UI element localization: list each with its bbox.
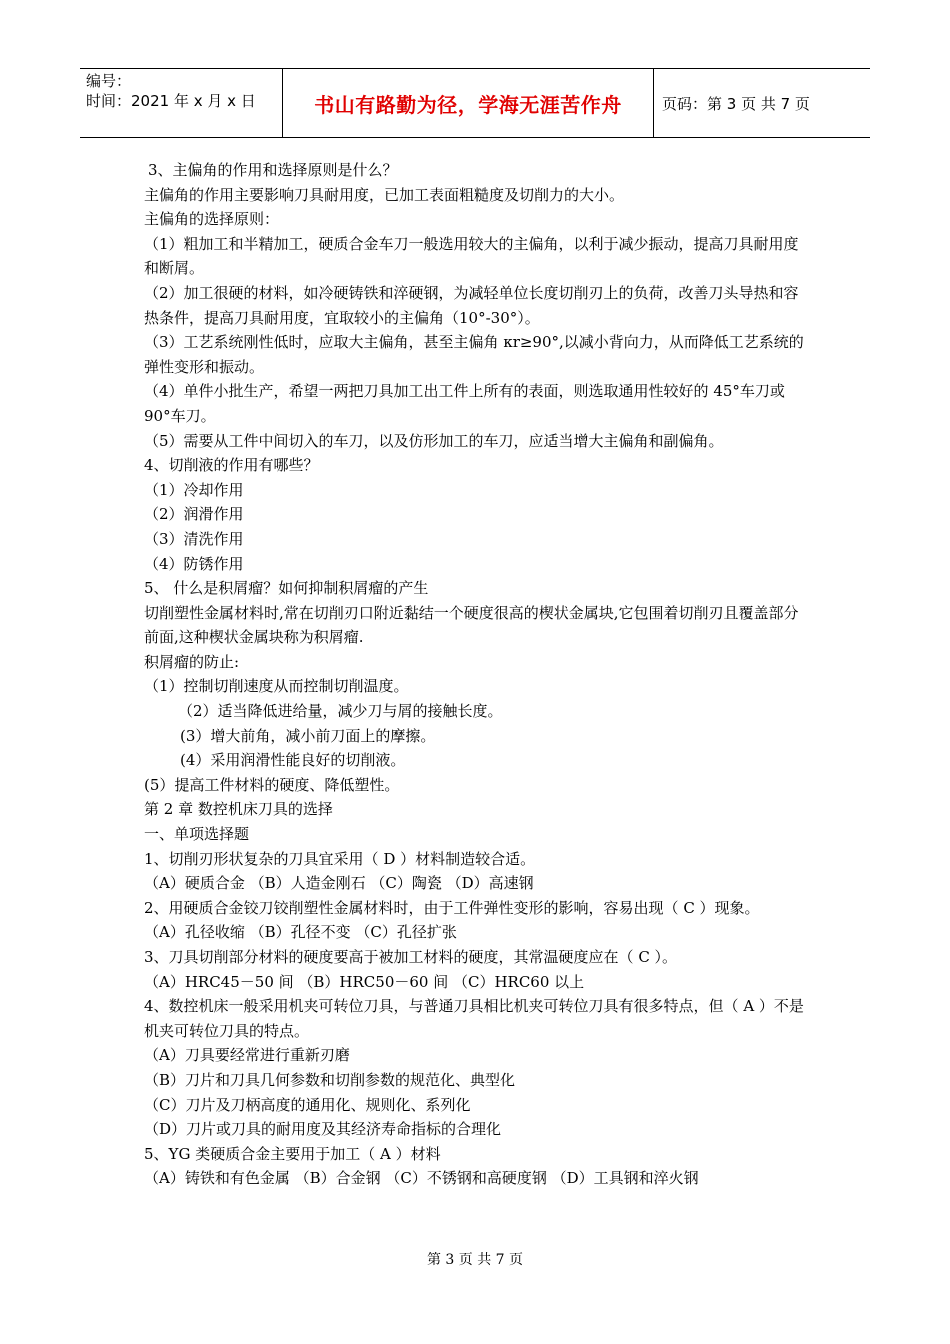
text-line: 5、YG 类硬质合金主要用于加工（ A ）材料: [144, 1144, 441, 1163]
text-line: (4）采用润滑性能良好的切削液。: [180, 751, 406, 770]
text-line: （1）控制切削速度从而控制切削温度。: [144, 677, 409, 696]
text-line: 1、切削刃形状复杂的刀具宜采用（ D ）材料制造较合适。: [144, 849, 536, 868]
text-line: （C）刀片及刀柄高度的通用化、规则化、系列化: [144, 1095, 471, 1114]
number-label: 编号：: [86, 72, 132, 90]
text-line: （5）需要从工件中间切入的车刀，以及仿形加工的车刀，应适当增大主偏角和副偏角。: [144, 431, 724, 450]
text-line: 4、切削液的作用有哪些？: [144, 456, 319, 475]
text-line: （2）适当降低进给量，减少刀与屑的接触长度。: [178, 702, 503, 721]
text-line: 5、 什么是积屑瘤？如何抑制积屑瘤的产生: [144, 579, 429, 598]
text-line: （A）孔径收缩 （B）孔径不变 （C）孔径扩张: [144, 923, 457, 942]
header-motto: 书山有路勤为径，学海无涯苦作舟: [282, 69, 654, 137]
text-line: 2、用硬质合金铰刀铰削塑性金属材料时，由于工件弹性变形的影响，容易出现（ C ）现象。: [144, 898, 760, 917]
text-line: 第 2 章 数控机床刀具的选择: [144, 800, 333, 819]
text-line: 一、单项选择题: [144, 825, 250, 844]
text-line: 3、刀具切削部分材料的硬度要高于被加工材料的硬度，其常温硬度应在（ C ）。: [144, 948, 678, 966]
document-body: [144, 158, 812, 1191]
text-line: (5）提高工件材料的硬度、降低塑性。: [144, 775, 400, 794]
text-line: （A）HRC45－50 间 （B）HRC50－60 间 （C）HRC60 以上: [144, 972, 585, 991]
text-line: （A）硬质合金 （B）人造金刚石 （C）陶瓷 （D）高速钢: [144, 874, 534, 893]
text-line: 4、数控机床一般采用机夹可转位刀具，与普通刀具相比机夹可转位刀具有很多特点，但（ A ）不是机夹可转位刀具的特点。: [144, 997, 804, 1040]
header-meta: [80, 69, 282, 137]
text-line: （1）粗加工和半精加工，硬质合金车刀一般选用较大的主偏角，以利于减少振动，提高刀具耐用度和断屑。: [144, 234, 799, 278]
text-line: 主偏角的作用主要影响刀具耐用度，已加工表面粗糙度及切削力的大小。: [144, 185, 625, 204]
text-line: （A）刀具要经常进行重新刃磨: [144, 1046, 350, 1065]
text-line: （3）清洗作用: [144, 529, 244, 548]
text-line: 积屑瘤的防止:: [144, 652, 240, 671]
text-line: 主偏角的选择原则：: [144, 210, 280, 229]
text-line: （4）防锈作用: [144, 554, 244, 573]
header-page-code: 页码：第 3 页 共 7 页: [662, 94, 810, 113]
text-line: （A）铸铁和有色金属 （B）合金钢 （C）不锈钢和高硬度钢 （D）工具钢和淬火钢: [144, 1169, 699, 1188]
text-line: 3、主偏角的作用和选择原则是什么？: [148, 161, 398, 179]
text-line: (3）增大前角，减小前刀面上的摩擦。: [180, 726, 436, 745]
text-line: （2）润滑作用: [144, 505, 244, 524]
page-footer: 第 3 页 共 7 页: [426, 1252, 524, 1268]
text-line: 切削塑性金属材料时,常在切削刃口附近黏结一个硬度很高的楔状金属块,它包围着切削刃且覆盖部分前面,这种楔状金属块称为积屑瘤.: [144, 603, 799, 647]
text-line: （4）单件小批生产，希望一两把刀具加工出工件上所有的表面，则选取通用性较好的 45°车刀或 90°车刀。: [144, 382, 785, 425]
text-line: （1）冷却作用: [144, 480, 244, 499]
text-line: （D）刀片或刀具的耐用度及其经济寿命指标的合理化: [144, 1120, 502, 1139]
text-line: （2）加工很硬的材料，如冷硬铸铁和淬硬钢，为减轻单位长度切削刃上的负荷，改善刀头导热和容热条件，提高刀具耐用度，宜取较小的主偏角（10°-30°）。: [144, 283, 799, 327]
text-line: （3）工艺系统刚性低时，应取大主偏角，甚至主偏角 κr≥90°,以减小背向力，从而降低工艺系统的弹性变形和振动。: [144, 333, 804, 376]
page-header: [80, 68, 870, 138]
time-label: 时间：2021 年 x 月 x 日: [86, 92, 256, 110]
text-line: （B）刀片和刀具几何参数和切削参数的规范化、典型化: [144, 1070, 516, 1089]
